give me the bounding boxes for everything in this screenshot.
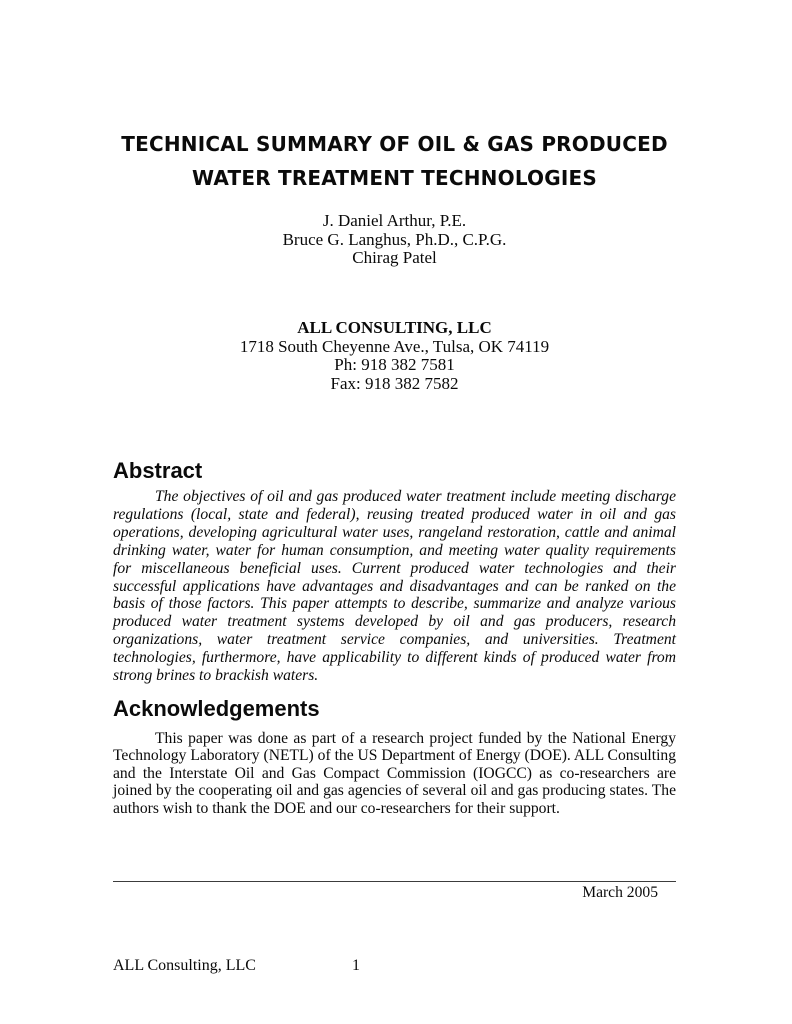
abstract-heading: Abstract	[113, 458, 203, 483]
paper-title-line-1: TECHNICAL SUMMARY OF OIL & GAS PRODUCED	[121, 132, 668, 156]
page-number: 1	[352, 957, 360, 974]
acknowledgements-heading: Acknowledgements	[113, 696, 320, 721]
company-block	[113, 319, 676, 393]
author-line: J. Daniel Arthur, P.E.	[322, 211, 467, 230]
author-line: Chirag Patel	[352, 248, 437, 268]
author-line: Bruce G. Langhus, Ph.D., C.P.G.	[282, 229, 507, 249]
company-name: ALL CONSULTING, LLC	[297, 318, 492, 337]
abstract-text: The objectives of oil and gas produced water treatment include meeting discharge regulations (local, state and federal), reusing treated produced water in oil and gas operations, developing agricultural water uses, rangeland restoration, cattle and animal drinking water, water for human consumption, and meeting water quality requirements for miscellaneous beneficial uses. Current produced water technologies and their successful applications have advantages and disadvantages and can be ranked on the basis of those factors. This paper attempts to describe, summarize and analyze various produced water treatment systems developed by oil and gas producers, research organizations, water treatment service companies, and universities. Treatment technologies, furthermore, have applicability to different kinds of produced water from strong brines to brackish waters.	[113, 488, 676, 685]
footer-rule	[113, 881, 676, 882]
acknowledgements-text: This paper was done as part of a research project funded by the National Energy Technology Laboratory (NETL) of the US Department of Energy (DOE). ALL Consulting and the Interstate Oil and Gas Compact Commission (IOGCC) as co-researchers are joined by the cooperating oil and gas agencies of several oil and gas producing states. The authors wish to thank the DOE and our co-researchers for their support.	[113, 730, 676, 817]
company-address: 1718 South Cheyenne Ave., Tulsa, OK 74119	[239, 336, 550, 356]
footer-company: ALL Consulting, LLC	[113, 957, 256, 974]
paper-title	[113, 127, 676, 195]
company-phone: Ph: 918 382 7581	[334, 355, 455, 375]
company-fax: Fax: 918 382 7582	[330, 373, 459, 393]
author-list	[113, 212, 676, 268]
date-text: March 2005	[582, 884, 658, 901]
paper-title-line-2: WATER TREATMENT TECHNOLOGIES	[192, 166, 597, 190]
